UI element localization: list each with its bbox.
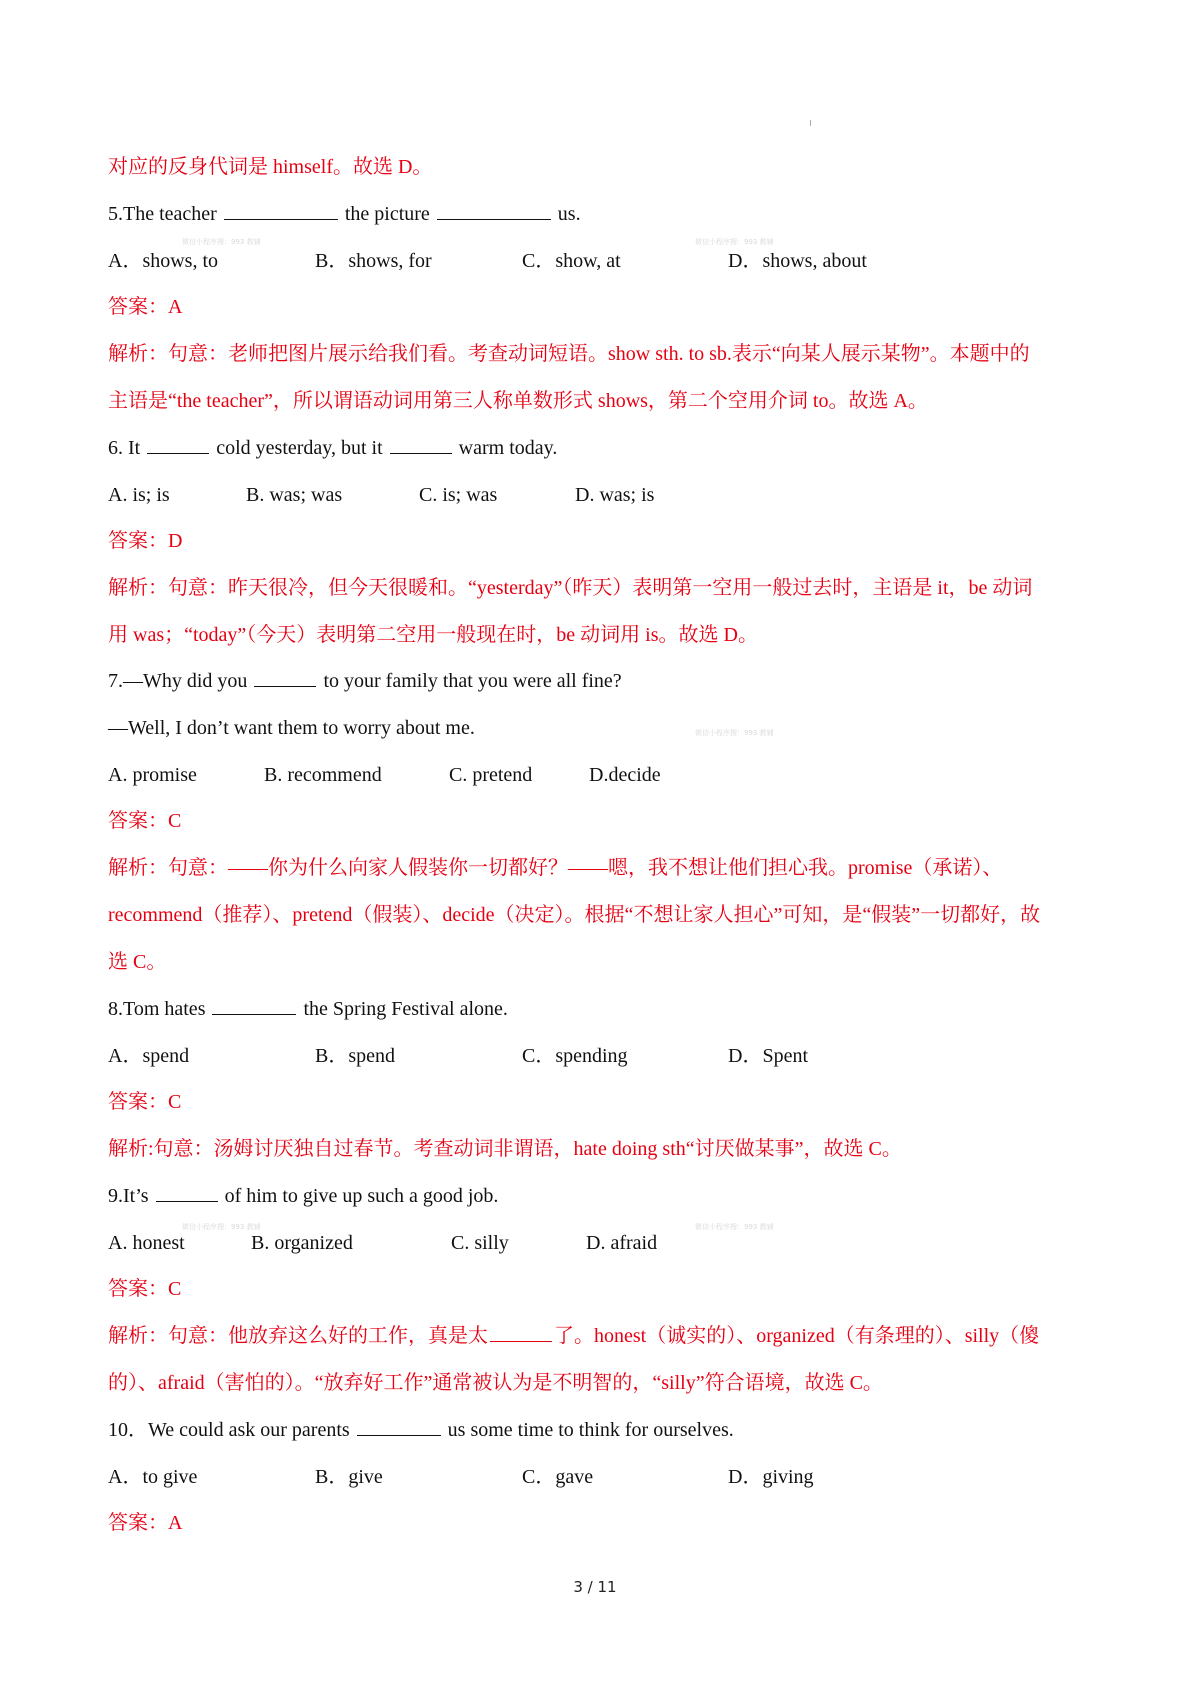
option-d: D．Spent [728,1045,808,1067]
explanation-line: 用 was；“today”（今天）表明第二空用一般现在时，be 动词用 is。故选 D。 [108,624,758,646]
question-text: 10．We could ask our parents [108,1419,355,1441]
question-text: of him to give up such a good job. [219,1185,499,1207]
option-c: C. silly [451,1232,509,1254]
answer-blank [224,201,338,220]
option-c: C．spending [522,1045,628,1067]
option-b: B. organized [251,1232,353,1254]
option-a: A．shows, to [108,250,219,272]
question-9 [108,1183,498,1209]
option-d: D．shows, about [728,250,867,272]
answer-blank [437,201,551,220]
question-text: 9.It’s [108,1185,154,1207]
answer-line: 答案：D [108,530,183,552]
question-10 [108,1417,734,1443]
option-a: A．spend [108,1045,190,1067]
watermark: 微信小程序搜：993 教辅 [182,1223,261,1231]
explanation-line: 选 C。 [108,951,167,973]
explanation-line: 解析:句意：汤姆讨厌独自过春节。考查动词非谓语，hate doing sth“讨厌做某事”，故选 C。 [108,1138,902,1160]
option-c: C. pretend [449,764,533,786]
question-8 [108,996,508,1022]
answer-line: 答案：A [108,1512,183,1534]
explanation-text: 解析：句意：他放弃这么好的工作，真是太 [108,1325,488,1347]
question-text: 6. It [108,437,146,459]
answer-blank [390,435,452,454]
watermark: 微信小程序搜：993 教辅 [695,1223,774,1231]
explanation-line: 对应的反身代词是 himself。故选 D。 [108,156,433,178]
option-a: A. promise [108,764,197,786]
option-b: B. recommend [264,764,382,786]
watermark: 微信小程序搜：993 教辅 [182,238,261,246]
explanation-line: 主语是“the teacher”，所以谓语动词用第三人称单数形式 shows，第二个空用介词 to。故选 A。 [108,390,928,412]
option-d: D.decide [589,764,661,786]
explanation-line: recommend（推荐）、pretend（假装）、decide（决定）。根据“不想让家人担心”可知，是“假装”一切都好，故 [108,904,1041,926]
answer-line: 答案：A [108,296,183,318]
option-d: D. was; is [575,484,655,506]
answer-blank [147,435,209,454]
option-c: C．gave [522,1466,594,1488]
question-text: the picture [339,203,435,225]
answer-blank [490,1323,552,1342]
option-b: B．shows, for [315,250,432,272]
option-c: C. is; was [419,484,498,506]
answer-blank [212,996,296,1015]
answer-line: 答案：C [108,1091,182,1113]
question-text: us some time to think for ourselves. [442,1419,734,1441]
option-c: C．show, at [522,250,621,272]
answer-line: 答案：C [108,810,182,832]
question-text: to your family that you were all fine? [318,670,622,692]
explanation-line: 解析：句意：昨天很冷，但今天很暖和。“yesterday”（昨天）表明第一空用一般过去时，主语是 it，be 动词 [108,577,1033,599]
answer-line: 答案：C [108,1278,182,1300]
option-a: A. honest [108,1232,185,1254]
explanation-text: 了。honest（诚实的）、organized（有条理的）、silly（傻 [554,1325,1040,1347]
page-number: 3 / 11 [573,1578,617,1596]
option-a: A．to give [108,1466,198,1488]
question-text: 8.Tom hates [108,998,211,1020]
watermark: 微信小程序搜：993 教辅 [695,238,774,246]
option-b: B．spend [315,1045,395,1067]
question-text: 7.—Why did you [108,670,253,692]
explanation-line [108,1323,1039,1349]
question-6 [108,435,557,461]
explanation-line: 解析：句意：——你为什么向家人假装你一切都好？——嗯，我不想让他们担心我。promise（承诺）、 [108,857,1003,879]
answer-blank [254,668,316,687]
question-7 [108,668,622,694]
question-text: cold yesterday, but it [211,437,388,459]
option-d: D．giving [728,1466,814,1488]
option-a: A. is; is [108,484,170,506]
answer-blank [357,1417,441,1436]
watermark: 微信小程序搜：993 教辅 [695,729,774,737]
explanation-line: 的）、afraid（害怕的）。“放弃好工作”通常被认为是不明智的，“silly”符合语境，故选 C。 [108,1372,883,1394]
explanation-line: 解析：句意：老师把图片展示给我们看。考查动词短语。show sth. to sb.表示“向某人展示某物”。本题中的 [108,343,1030,365]
question-text: —Well, I don’t want them to worry about me. [108,717,475,739]
question-text: the Spring Festival alone. [298,998,508,1020]
question-text: 5.The teacher [108,203,222,225]
option-d: D. afraid [586,1232,658,1254]
header-mark [810,120,811,126]
option-b: B．give [315,1466,383,1488]
option-b: B. was; was [246,484,343,506]
answer-blank [156,1183,218,1202]
question-text: warm today. [453,437,558,459]
question-text: us. [552,203,581,225]
question-5 [108,201,581,227]
